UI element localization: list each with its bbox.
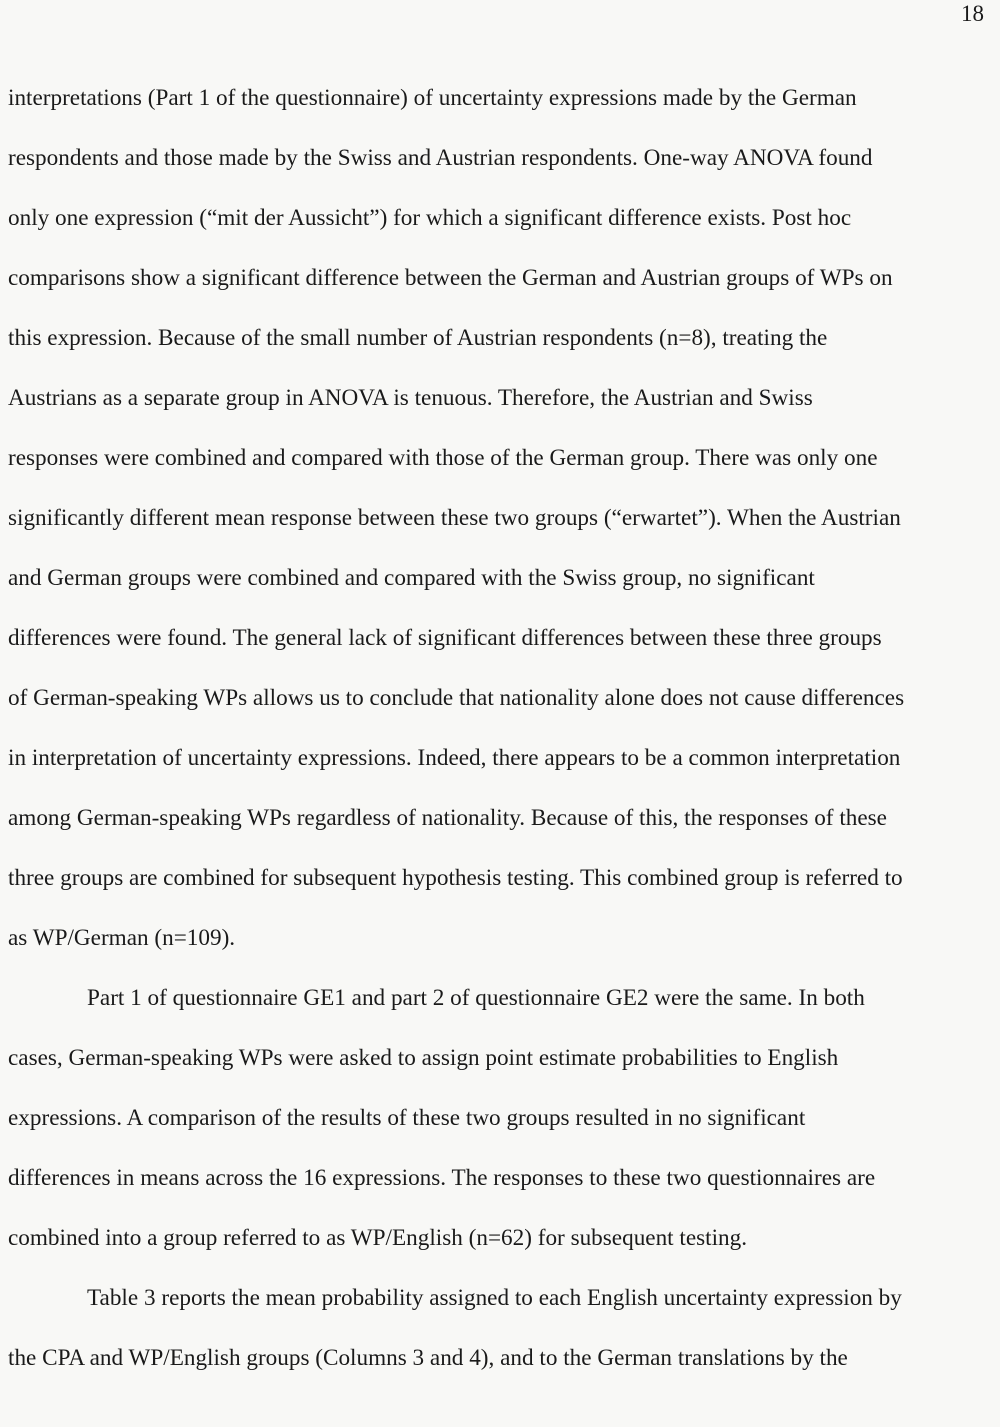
text-line: respondents and those made by the Swiss and Austrian respondents. One-way ANOVA found	[8, 145, 873, 171]
text-line: Austrians as a separate group in ANOVA is tenuous. Therefore, the Austrian and Swiss	[8, 385, 813, 411]
text-line: only one expression (“mit der Aussicht”) for which a significant difference exists. Post hoc	[8, 205, 852, 231]
text-line: and German groups were combined and compared with the Swiss group, no significant	[8, 565, 815, 591]
text-line: of German-speaking WPs allows us to conclude that nationality alone does not cause differences	[8, 685, 905, 711]
text-line: combined into a group referred to as WP/English (n=62) for subsequent testing.	[8, 1225, 748, 1251]
page-number: 18	[961, 1, 984, 26]
text-line: expressions. A comparison of the results of these two groups resulted in no significant	[8, 1105, 806, 1131]
text-line: responses were combined and compared with those of the German group. There was only one	[8, 445, 878, 471]
text-line: differences in means across the 16 expressions. The responses to these two questionnaires are	[8, 1165, 876, 1191]
text-line: interpretations (Part 1 of the questionnaire) of uncertainty expressions made by the German	[8, 85, 857, 111]
text-line: comparisons show a significant difference between the German and Austrian groups of WPs on	[8, 265, 893, 291]
text-line: among German-speaking WPs regardless of nationality. Because of this, the responses of these	[8, 805, 887, 831]
text-line: the CPA and WP/English groups (Columns 3 and 4), and to the German translations by the	[8, 1345, 848, 1371]
text-line: this expression. Because of the small number of Austrian respondents (n=8), treating the	[8, 325, 828, 351]
text-line: cases, German-speaking WPs were asked to assign point estimate probabilities to English	[8, 1045, 839, 1071]
text-line: in interpretation of uncertainty expressions. Indeed, there appears to be a common interpretation	[8, 745, 901, 771]
body-text	[8, 68, 998, 1388]
text-line: significantly different mean response between these two groups (“erwartet”). When the Austrian	[8, 505, 901, 531]
text-line: as WP/German (n=109).	[8, 925, 236, 951]
text-line: three groups are combined for subsequent hypothesis testing. This combined group is referred to	[8, 865, 903, 891]
text-line: Part 1 of questionnaire GE1 and part 2 of questionnaire GE2 were the same. In both	[87, 985, 865, 1011]
text-line: Table 3 reports the mean probability assigned to each English uncertainty expression by	[87, 1285, 902, 1311]
text-line: differences were found. The general lack of significant differences between these three groups	[8, 625, 882, 651]
